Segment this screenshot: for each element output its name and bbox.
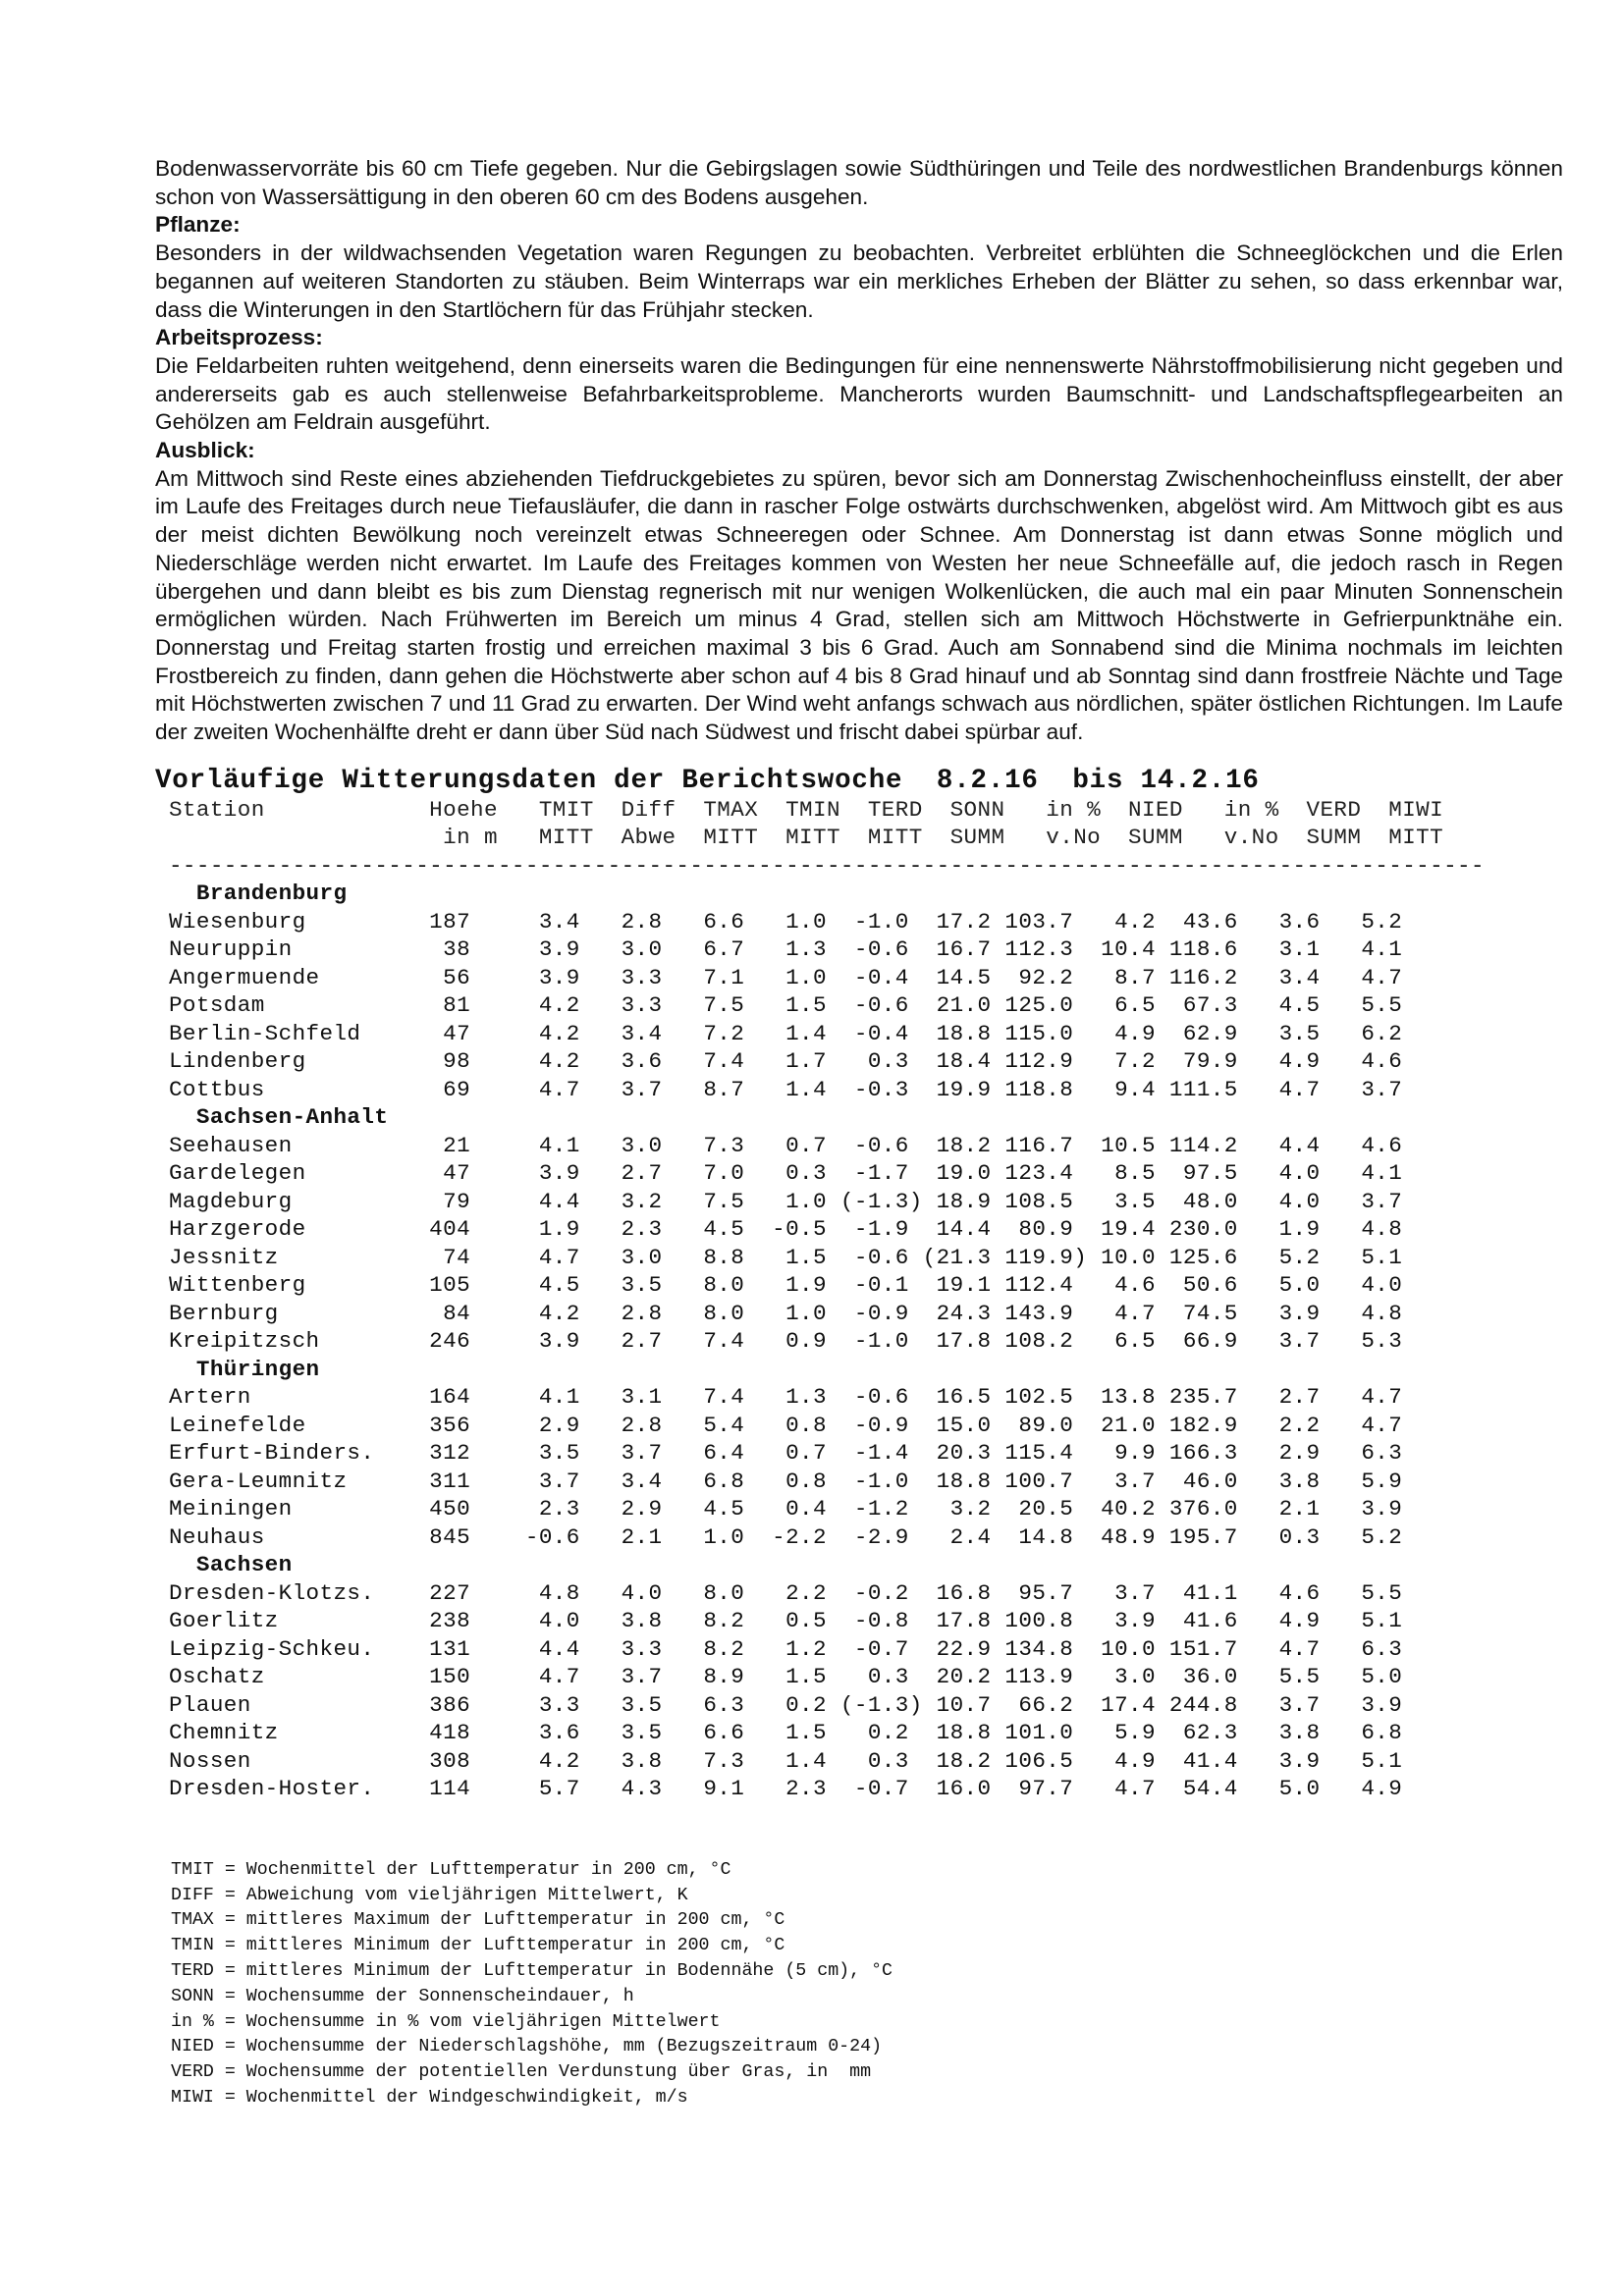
- table-row: Magdeburg 79 4.4 3.2 7.5 1.0 (-1.3) 18.9 108.5 3.5 48.0 4.0 3.7: [155, 1188, 1403, 1214]
- legend-item: TMAX = mittleres Maximum der Lufttemperatur in 200 cm, °C: [171, 1910, 785, 1931]
- heading-ausblick: Ausblick:: [155, 438, 255, 463]
- table-header-row-2: in m MITT Abwe MITT MITT MITT SUMM v.No SUMM v.No SUMM MITT: [155, 825, 1444, 851]
- table-row: Plauen 386 3.3 3.5 6.3 0.2 (-1.3) 10.7 66.2 17.4 244.8 3.7 3.9: [155, 1691, 1403, 1718]
- document-page: [155, 155, 1563, 2111]
- paragraph-boden: Bodenwasservorräte bis 60 cm Tiefe gegeben. Nur die Gebirgslagen sowie Südthüringen und Teile des nordwestlichen Brandenburgs können schon von Wassersättigung in den oberen 60 cm des Bodens ausgehen.: [155, 156, 1563, 209]
- legend-item: VERD = Wochensumme der potentiellen Verdunstung über Gras, in mm: [171, 2062, 872, 2083]
- table-row: Angermuende 56 3.9 3.3 7.1 1.0 -0.4 14.5 92.2 8.7 116.2 3.4 4.7: [155, 964, 1403, 990]
- legend-item: TMIN = mittleres Minimum der Lufttemperatur in 200 cm, °C: [171, 1936, 785, 1956]
- table-row: Bernburg 84 4.2 2.8 8.0 1.0 -0.9 24.3 143.9 4.7 74.5 3.9 4.8: [155, 1300, 1403, 1326]
- paragraph-arbeitsprozess: Die Feldarbeiten ruhten weitgehend, denn einerseits waren die Bedingungen für eine nennenswerte Nährstoffmobilisierung nicht gegeben und andererseits gab es auch stellenweise Befahrbarkeitsprobleme. Mancherorts wurden Baumschnitt- und Landschaftspflegearbeiten an Gehölzen am Feldrain ausgeführt.: [155, 352, 1563, 435]
- legend: [171, 1858, 1563, 2111]
- table-row: Seehausen 21 4.1 3.0 7.3 0.7 -0.6 18.2 116.7 10.5 114.2 4.4 4.6: [155, 1132, 1403, 1158]
- table-row: Oschatz 150 4.7 3.7 8.9 1.5 0.3 20.2 113.9 3.0 36.0 5.5 5.0: [155, 1664, 1403, 1690]
- table-row: Jessnitz 74 4.7 3.0 8.8 1.5 -0.6 (21.3 119.9) 10.0 125.6 5.2 5.1: [155, 1244, 1403, 1270]
- legend-item: TERD = mittleres Minimum der Lufttemperatur in Bodennähe (5 cm), °C: [171, 1960, 893, 1981]
- table-row: Dresden-Hoster. 114 5.7 4.3 9.1 2.3 -0.7 16.0 97.7 4.7 54.4 5.0 4.9: [155, 1776, 1403, 1802]
- legend-item: in % = Wochensumme in % vom vieljährigen Mittelwert: [171, 2011, 721, 2032]
- table-row: Wiesenburg 187 3.4 2.8 6.6 1.0 -1.0 17.2 103.7 4.2 43.6 3.6 5.2: [155, 908, 1403, 934]
- table-row: Kreipitzsch 246 3.9 2.7 7.4 0.9 -1.0 17.8 108.2 6.5 66.9 3.7 5.3: [155, 1328, 1403, 1355]
- legend-item: DIFF = Abweichung vom vieljährigen Mittelwert, K: [171, 1885, 688, 1905]
- table-row: Harzgerode 404 1.9 2.3 4.5 -0.5 -1.9 14.4 80.9 19.4 230.0 1.9 4.8: [155, 1216, 1403, 1243]
- table-row: Potsdam 81 4.2 3.3 7.5 1.5 -0.6 21.0 125.0 6.5 67.3 4.5 5.5: [155, 992, 1403, 1019]
- table-header-row-1: Station Hoehe TMIT Diff TMAX TMIN TERD SONN in % NIED in % VERD MIWI: [155, 796, 1444, 823]
- legend-item: MIWI = Wochenmittel der Windgeschwindigkeit, m/s: [171, 2087, 688, 2108]
- table-row: Meiningen 450 2.3 2.9 4.5 0.4 -1.2 3.2 20.5 40.2 376.0 2.1 3.9: [155, 1496, 1403, 1522]
- region-heading: Brandenburg: [155, 881, 348, 907]
- legend-item: NIED = Wochensumme der Niederschlagshöhe, mm (Bezugszeitraum 0-24): [171, 2037, 883, 2057]
- table-row: Cottbus 69 4.7 3.7 8.7 1.4 -0.3 19.9 118.8 9.4 111.5 4.7 3.7: [155, 1076, 1403, 1102]
- table-row: Chemnitz 418 3.6 3.5 6.6 1.5 0.2 18.8 101.0 5.9 62.3 3.8 6.8: [155, 1720, 1403, 1746]
- paragraph-ausblick: Am Mittwoch sind Reste eines abziehenden Tiefdruckgebietes zu spüren, bevor sich am Donnerstag Zwischenhocheinfluss einstellt, der aber im Laufe des Freitages durch neue Tiefausläufer, die dann in rascher Folge ostwärts durchschwenken, abgelöst wird. Am Mittwoch gibt es aus der meist dichten Bewölkung noch vereinzelt etwas Schneeregen oder Schnee. Am Donnerstag ist dann etwas Sonne möglich und Niederschläge werden nicht erwartet. Im Laufe des Freitages kommen von Westen her neue Schneefälle auf, die jedoch rasch in Regen übergehen und dann bleibt es bis zum Dienstag regnerisch mit nur wenigen Wolkenlücken, die auch mal ein paar Minuten Sonnenschein ermöglichen würden. Nach Frühwerten im Bereich um minus 4 Grad, stellen sich am Mittwoch Höchstwerte in Gefrierpunktnähe ein. Donnerstag und Freitag starten frostig und erreichen maximal 3 bis 6 Grad. Auch am Sonnabend sind die Minima nochmals im leichten Frostbereich zu finden, dann gehen die Höchstwerte aber schon auf 4 bis 8 Grad hinauf und ab Sonntag sind dann frostfreie Nächte und Tage mit Höchstwerten zwischen 7 und 11 Grad zu erwarten. Der Wind weht anfangs schwach aus nördlichen, später östlichen Richtungen. Im Laufe der zweiten Wochenhälfte dreht er dann über Süd nach Südwest und frischt dabei spürbar auf.: [155, 465, 1563, 745]
- table-row: Neuhaus 845 -0.6 2.1 1.0 -2.2 -2.9 2.4 14.8 48.9 195.7 0.3 5.2: [155, 1523, 1403, 1550]
- table-row: Leipzig-Schkeu. 131 4.4 3.3 8.2 1.2 -0.7 22.9 134.8 10.0 151.7 4.7 6.3: [155, 1635, 1403, 1662]
- region-heading: Thüringen: [155, 1356, 320, 1382]
- table-row: Lindenberg 98 4.2 3.6 7.4 1.7 0.3 18.4 112.9 7.2 79.9 4.9 4.6: [155, 1048, 1403, 1075]
- table-row: Wittenberg 105 4.5 3.5 8.0 1.9 -0.1 19.1 112.4 4.6 50.6 5.0 4.0: [155, 1272, 1403, 1299]
- table-row: Erfurt-Binders. 312 3.5 3.7 6.4 0.7 -1.4 20.3 115.4 9.9 166.3 2.9 6.3: [155, 1440, 1403, 1467]
- table-separator: ------------------------------------------------------------------------------------------------: [155, 852, 1485, 879]
- region-heading: Sachsen: [155, 1552, 293, 1578]
- region-heading: Sachsen-Anhalt: [155, 1104, 389, 1131]
- table-row: Neuruppin 38 3.9 3.0 6.7 1.3 -0.6 16.7 112.3 10.4 118.6 3.1 4.1: [155, 936, 1403, 963]
- table-row: Dresden-Klotzs. 227 4.8 4.0 8.0 2.2 -0.2 16.8 95.7 3.7 41.1 4.6 5.5: [155, 1579, 1403, 1606]
- paragraph-pflanze: Besonders in der wildwachsenden Vegetation waren Regungen zu beobachten. Verbreitet erblühten die Schneeglöckchen und die Erlen begannen auf weiteren Standorten zu stäuben. Beim Winterraps war ein merkliches Erheben der Blätter zu sehen, so dass erkennbar war, dass die Winterungen in den Startlöchern für das Frühjahr stecken.: [155, 240, 1563, 322]
- heading-pflanze: Pflanze:: [155, 212, 241, 238]
- table-row: Nossen 308 4.2 3.8 7.3 1.4 0.3 18.2 106.5 4.9 41.4 3.9 5.1: [155, 1747, 1403, 1774]
- legend-item: TMIT = Wochenmittel der Lufttemperatur in 200 cm, °C: [171, 1859, 731, 1880]
- table-row: Gera-Leumnitz 311 3.7 3.4 6.8 0.8 -1.0 18.8 100.7 3.7 46.0 3.8 5.9: [155, 1468, 1403, 1494]
- legend-item: SONN = Wochensumme der Sonnenscheindauer, h: [171, 1986, 634, 2006]
- table-body: [155, 880, 1563, 1803]
- table-title: Vorläufige Witterungsdaten der Berichtswoche 8.2.16 bis 14.2.16: [155, 765, 1260, 796]
- table-row: Berlin-Schfeld 47 4.2 3.4 7.2 1.4 -0.4 18.8 115.0 4.9 62.9 3.5 6.2: [155, 1020, 1403, 1046]
- table-row: Gardelegen 47 3.9 2.7 7.0 0.3 -1.7 19.0 123.4 8.5 97.5 4.0 4.1: [155, 1160, 1403, 1187]
- table-row: Artern 164 4.1 3.1 7.4 1.3 -0.6 16.5 102.5 13.8 235.7 2.7 4.7: [155, 1384, 1403, 1411]
- table-row: Leinefelde 356 2.9 2.8 5.4 0.8 -0.9 15.0 89.0 21.0 182.9 2.2 4.7: [155, 1412, 1403, 1438]
- heading-arbeitsprozess: Arbeitsprozess:: [155, 325, 323, 350]
- table-row: Goerlitz 238 4.0 3.8 8.2 0.5 -0.8 17.8 100.8 3.9 41.6 4.9 5.1: [155, 1608, 1403, 1634]
